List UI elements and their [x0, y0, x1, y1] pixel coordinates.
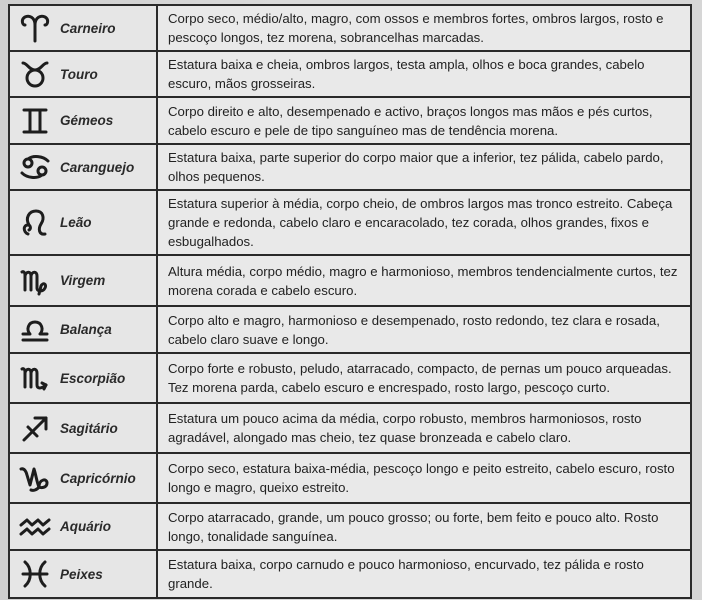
sagittarius-icon	[18, 413, 52, 443]
table-row	[9, 306, 691, 353]
table-row	[9, 550, 691, 598]
gemini-icon	[18, 106, 52, 136]
leo-icon	[18, 208, 52, 238]
sign-description: Corpo direito e alto, desempenado e activo, braços longos mas mãos e pés curtos, cabelo escuro e pele de tipo sanguíneo mas de tendência morena.	[157, 97, 691, 144]
sign-name: Carneiro	[60, 20, 116, 36]
table-row	[9, 403, 691, 453]
table-row	[9, 97, 691, 144]
sign-description: Corpo alto e magro, harmonioso e desempenado, rosto redondo, tez clara e rosada, cabelo claro suave e longo.	[157, 306, 691, 353]
zodiac-table	[8, 4, 692, 599]
sign-description: Altura média, corpo médio, magro e harmonioso, membros tendencialmente curtos, tez morena corada e cabelo escuro.	[157, 255, 691, 306]
cancer-icon	[18, 152, 52, 182]
table-row	[9, 51, 691, 97]
table-row	[9, 353, 691, 403]
pisces-icon	[18, 559, 52, 589]
scorpio-icon	[18, 363, 52, 393]
sign-description: Corpo forte e robusto, peludo, atarracado, compacto, de pernas um pouco arqueadas. Tez morena parda, cabelo escuro e encrespado, rosto largo, pescoço curto.	[157, 353, 691, 403]
sign-name: Capricórnio	[60, 470, 136, 486]
sign-description: Estatura baixa, parte superior do corpo maior que a inferior, tez pálida, cabelo pardo, olhos pequenos.	[157, 144, 691, 190]
sign-description: Corpo seco, estatura baixa-média, pescoço longo e peito estreito, cabelo escuro, rosto longo e magro, queixo estreito.	[157, 453, 691, 503]
sign-name: Caranguejo	[60, 159, 135, 175]
table-row	[9, 503, 691, 550]
sign-name: Leão	[60, 215, 92, 230]
table-row	[9, 255, 691, 306]
aquarius-icon	[18, 512, 52, 542]
table-row	[9, 144, 691, 190]
table-row	[9, 453, 691, 503]
aries-icon	[18, 13, 52, 43]
sign-name: Gémeos	[60, 113, 114, 128]
sign-description: Estatura baixa, corpo carnudo e pouco harmonioso, encurvado, tez pálida e rosto grande.	[157, 550, 691, 598]
sign-name: Peixes	[60, 566, 103, 582]
sign-name: Escorpião	[60, 370, 126, 386]
sign-name: Aquário	[60, 519, 112, 534]
capricorn-icon	[18, 463, 52, 493]
sign-description: Estatura baixa e cheia, ombros largos, testa ampla, olhos e boca grandes, cabelo escuro, mãos grosseiras.	[157, 51, 691, 97]
sign-description: Estatura um pouco acima da média, corpo robusto, membros harmoniosos, rosto agradável, alongado mas cheio, tez quase bronzeada e cabelo claro.	[157, 403, 691, 453]
sign-name: Sagitário	[60, 420, 118, 436]
table-row	[9, 5, 691, 51]
virgo-icon	[18, 266, 52, 296]
sign-description: Estatura superior à média, corpo cheio, de ombros largos mas tronco estreito. Cabeça grande e redonda, cabelo claro e encaracolado, tez corada, olhos grandes, fixos e esbugalhados.	[157, 190, 691, 255]
sign-description: Corpo seco, médio/alto, magro, com ossos e membros fortes, ombros largos, rosto e pescoço longos, tez morena, sobrancelhas marcadas.	[157, 5, 691, 51]
libra-icon	[18, 315, 52, 345]
sign-name: Virgem	[60, 273, 106, 288]
sign-name: Touro	[60, 66, 98, 82]
sign-description: Corpo atarracado, grande, um pouco grosso; ou forte, bem feito e pouco alto. Rosto longo, tonalidade sanguínea.	[157, 503, 691, 550]
table-row	[9, 190, 691, 255]
sign-name: Balança	[60, 322, 112, 337]
taurus-icon	[18, 59, 52, 89]
